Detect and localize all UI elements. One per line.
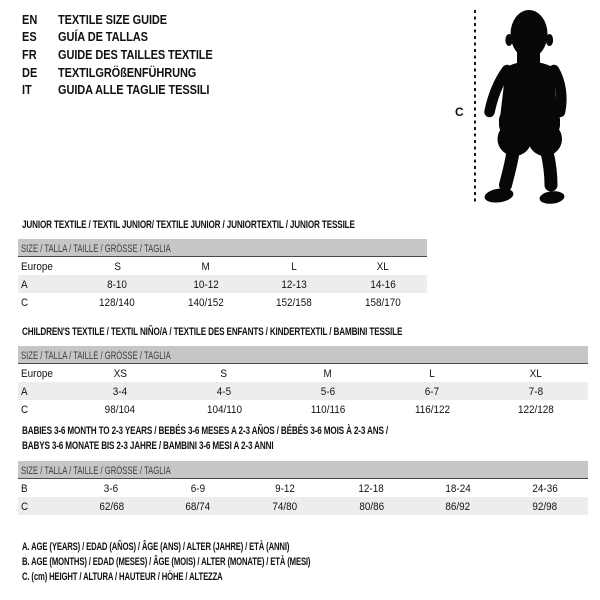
table-cell: 6-9 xyxy=(190,483,206,495)
table-cell: 122/128 xyxy=(518,404,554,416)
junior-table-title: JUNIOR TEXTILE / TEXTIL JUNIOR/ TEXTILE JUNIOR / JUNIORTEXTIL / JUNIOR TESSILE xyxy=(22,219,355,231)
table-cell: 7-8 xyxy=(528,386,544,398)
table-cell: 152/158 xyxy=(276,297,313,309)
table-cell: 68/74 xyxy=(185,501,211,513)
row-label-cell: A xyxy=(21,279,28,291)
legend-line-b: B. AGE (MONTHS) / EDAD (MESES) / ÂGE (MOIS) / ALTER (MONATE) / ETÀ (MESI) xyxy=(22,556,311,569)
children-table-title: CHILDREN'S TEXTILE / TEXTIL NIÑO/A / TEXTILE DES ENFANTS / KINDERTEXTIL / BAMBINI TESSILE xyxy=(22,326,403,338)
lang-code: FR xyxy=(22,47,37,62)
table-cell: 110/116 xyxy=(310,404,346,416)
table-cell: 9-12 xyxy=(274,483,295,495)
lang-code: EN xyxy=(22,12,38,27)
row-label-cell: A xyxy=(21,386,28,398)
table-row xyxy=(18,479,588,497)
legend-line-a: A. AGE (YEARS) / EDAD (AÑOS) / ÂGE (ANS) / ALTER (JAHRE) / ETÀ (ANNI) xyxy=(22,541,290,553)
lang-label: GUIDE DES TAILLES TEXTILE xyxy=(58,47,213,62)
table-cell: XS xyxy=(113,368,127,380)
table-row xyxy=(18,293,427,311)
table-cell: M xyxy=(323,368,333,380)
table-cell: 12-13 xyxy=(281,279,307,291)
legend-line-c: C. (cm) HEIGHT / ALTURA / HAUTEUR / HÖHE / ALTEZZA xyxy=(22,571,223,584)
table-row xyxy=(18,257,427,275)
lang-label: TEXTILE SIZE GUIDE xyxy=(58,12,168,27)
table-row xyxy=(18,275,427,293)
lang-row-de xyxy=(22,64,234,82)
row-label-cell: C xyxy=(21,297,29,309)
table-row xyxy=(18,497,588,515)
babies-table-title: BABIES 3-6 MONTH TO 2-3 YEARS / BEBÉS 3-6 MESES A 2-3 AÑOS / BÉBÉS 3-6 MOIS À 2-3 ANS / BABYS 3-6 MONATE BIS 2-3 JAHRE / BAMBINI 3-6 MESI A 2-3 ANNI xyxy=(22,425,389,452)
table-cell: 3-6 xyxy=(104,483,119,495)
table-cell: 8-10 xyxy=(107,279,128,291)
row-label-cell: C xyxy=(21,404,29,416)
height-measure-label: C xyxy=(455,105,464,119)
lang-label: GUÍA DE TALLAS xyxy=(58,30,148,45)
size-header-label: SIZE / TALLA / TAILLE / GRÖSSE / TAGLIA xyxy=(21,243,171,255)
table-cell: 98/104 xyxy=(104,404,136,416)
baby-silhouette-icon xyxy=(481,5,594,208)
table-cell: XL xyxy=(376,261,389,273)
table-cell: XL xyxy=(529,368,543,380)
table-cell: 24-36 xyxy=(531,483,558,495)
junior-size-table xyxy=(18,239,427,311)
table-cell: 12-18 xyxy=(358,483,384,495)
row-label-cell: Europe xyxy=(21,261,53,273)
table-cell: 6-7 xyxy=(424,386,440,398)
table-cell: 116/122 xyxy=(414,404,450,416)
babies-size-table xyxy=(18,461,588,515)
size-header-bar xyxy=(18,239,427,257)
lang-code: DE xyxy=(22,65,38,80)
row-label-cell: C xyxy=(21,501,29,513)
table-cell: 18-24 xyxy=(445,483,471,495)
table-cell: M xyxy=(201,261,210,273)
table-cell: 10-12 xyxy=(193,279,219,291)
lang-row-en xyxy=(22,11,234,29)
lang-row-fr xyxy=(22,46,234,64)
table-cell: 5-6 xyxy=(320,386,336,398)
size-header-bar xyxy=(18,461,588,479)
table-cell: 80/86 xyxy=(358,501,384,513)
legend xyxy=(22,537,434,583)
children-size-table xyxy=(18,346,588,418)
table-cell: 74/80 xyxy=(272,501,298,513)
table-cell: 140/152 xyxy=(187,297,224,309)
size-header-label: SIZE / TALLA / TAILLE / GRÖSSE / TAGLIA xyxy=(21,350,171,362)
table-cell: 92/98 xyxy=(532,501,558,513)
table-cell: 3-4 xyxy=(112,386,128,398)
table-cell: 62/68 xyxy=(98,501,124,513)
table-cell: S xyxy=(113,261,121,273)
table-cell: L xyxy=(429,368,435,380)
row-label-cell: Europe xyxy=(21,368,53,380)
table-cell: 4-5 xyxy=(216,386,232,398)
row-label-cell: B xyxy=(21,483,28,495)
height-measure-dashed-line xyxy=(474,10,476,205)
table-row xyxy=(18,382,588,400)
size-header-label: SIZE / TALLA / TAILLE / GRÖSSE / TAGLIA xyxy=(21,465,171,477)
lang-code: IT xyxy=(22,83,32,98)
lang-row-it xyxy=(22,81,234,99)
lang-code: ES xyxy=(22,30,37,45)
table-row xyxy=(18,364,588,382)
lang-row-es xyxy=(22,29,234,47)
language-list xyxy=(22,11,234,99)
table-cell: 86/92 xyxy=(445,501,471,513)
table-cell: S xyxy=(220,368,228,380)
table-cell: 14-16 xyxy=(370,279,396,291)
size-header-bar xyxy=(18,346,588,364)
table-cell: 128/140 xyxy=(99,297,136,309)
lang-label: TEXTILGRÖßENFÜHRUNG xyxy=(58,65,197,80)
table-cell: 158/170 xyxy=(364,297,401,309)
lang-label: GUIDA ALLE TAGLIE TESSILI xyxy=(58,83,210,98)
table-row xyxy=(18,400,588,418)
table-cell: L xyxy=(291,261,298,273)
table-cell: 104/110 xyxy=(206,404,242,416)
